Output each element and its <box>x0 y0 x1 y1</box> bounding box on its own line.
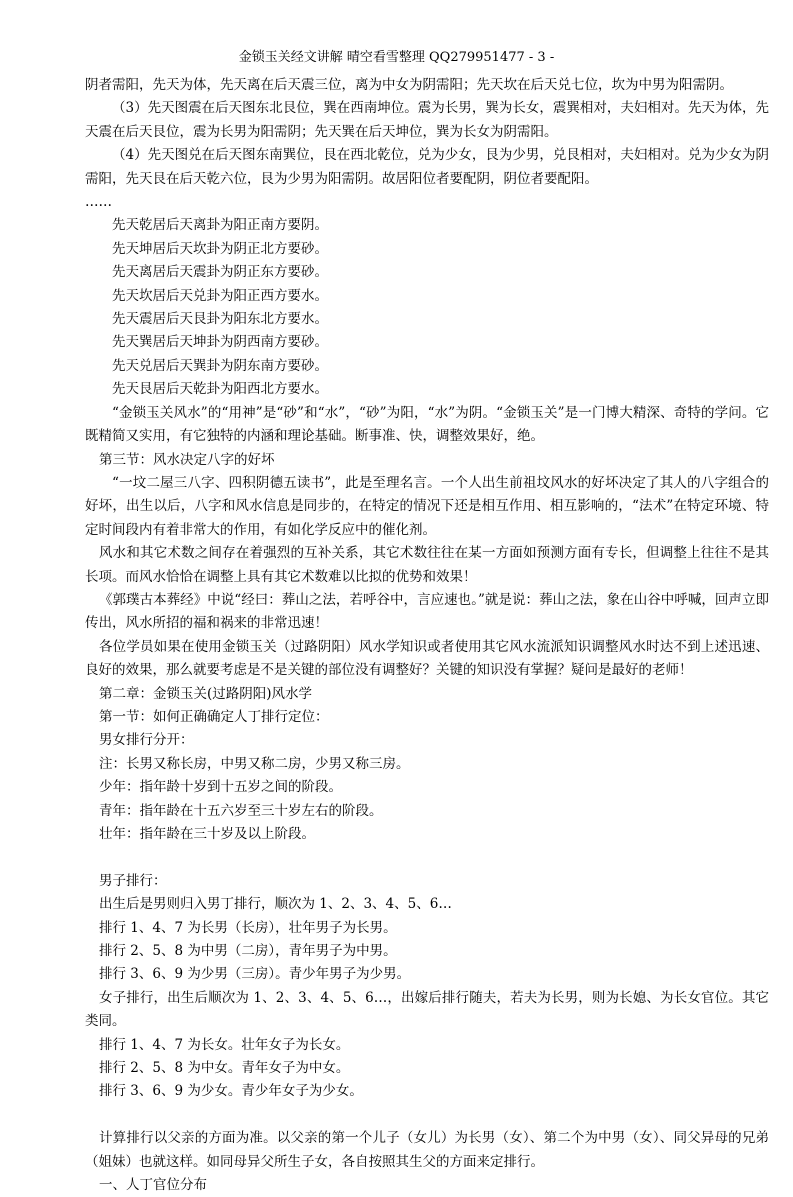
paragraph: 壮年：指年龄在三十岁及以上阶段。 <box>99 826 315 842</box>
paragraph: 第三节：风水决定八字的好坏 <box>99 451 275 468</box>
paragraph: 先天离居后天震卦为阴正东方要砂。 <box>112 264 328 281</box>
paragraph: “一坟二屋三八字、四积阴德五读书”，此是至理名言。一个人出生前祖坟风水的好坏决定了其人的八字组合的好坏，出生以后，八字和风水信息是同步的，在特定的情况下还是相互作用、相互影响的，“法术”在特定环境、特定时间段内有着非常大的作用，有如化学反应中的催化剂。 <box>85 474 769 538</box>
paragraph: 先天巽居后天坤卦为阴西南方要砂。 <box>112 334 328 351</box>
paragraph: 女子排行，出生后顺次为 1、2、3、4、5、6…，出嫁后排行随夫，若夫为长男，则为长媳、为长女官位。其它类同。 <box>85 989 769 1030</box>
paragraph: 先天乾居后天离卦为阳正南方要阴。 <box>112 217 328 234</box>
blank-line <box>85 1104 769 1127</box>
paragraph: （4）先天图兑在后天图东南巽位，艮在西北乾位，兑为少女，艮为少男，兑艮相对，夫妇相对。兑为少女为阴需阳，先天艮在后天乾六位，艮为少男为阳需阴。故居阳位者要配阴，阴位者要配阳。 <box>85 147 769 187</box>
paragraph: 男子排行： <box>99 872 167 889</box>
paragraph: …… <box>85 194 112 211</box>
paragraph: “金锁玉关风水”的“用神”是“砂”和“水”，“砂”为阳，“水”为阴。“金锁玉关”是一门博大精深、奇特的学问。它既精简又实用，有它独特的内涵和理论基础。断事准、快，调整效果好，绝。 <box>85 404 769 445</box>
paragraph: 排行 3、6、9 为少女。青少年女子为少女。 <box>99 1083 363 1100</box>
paragraph: 第一节：如何正确确定人丁排行定位： <box>99 708 329 725</box>
page-header: 金锁玉关经文讲解 晴空看雪整理 QQ279951477 - 3 - <box>238 50 555 65</box>
paragraph: 一、人丁官位分布 <box>99 1177 207 1194</box>
paragraph: 计算排行以父亲的方面为准。以父亲的第一个儿子（女儿）为长男（女）、第二个为中男（女）、同父异母的兄弟（姐妹）也就这样。如同母异父所生子女，各自按照其生父的方面来定排行。 <box>85 1130 769 1170</box>
paragraph: 排行 1、4、7 为长女。壮年女子为长女。 <box>99 1036 350 1053</box>
paragraph: 先天坤居后天坎卦为阴正北方要砂。 <box>112 240 328 257</box>
paragraph: 出生后是男则归入男丁排行，顺次为 1、2、3、4、5、6… <box>99 896 452 913</box>
paragraph: 排行 2、5、8 为中男（二房），青年男子为中男。 <box>99 943 397 960</box>
paragraph: 青年：指年龄在十五六岁至三十岁左右的阶段。 <box>99 802 383 819</box>
paragraph: 排行 2、5、8 为中女。青年女子为中女。 <box>99 1060 350 1077</box>
paragraph: 风水和其它术数之间存在着强烈的互补关系，其它术数往往在某一方面如预测方面有专长，但调整上往往不是其长项。而风水恰恰在调整上具有其它术数难以比拟的优势和效果！ <box>85 545 769 585</box>
paragraph: 先天艮居后天乾卦为阳西北方要水。 <box>112 381 328 398</box>
paragraph: 先天兑居后天巽卦为阴东南方要砂。 <box>112 357 328 374</box>
paragraph: 先天震居后天艮卦为阳东北方要水。 <box>112 311 328 328</box>
paragraph: 《郭璞古本葬经》中说“经曰：葬山之法，若呼谷中，言应速也。”就是说：葬山之法，象在山谷中呼喊，回声立即传出，风水所招的福和祸来的非常迅速！ <box>85 591 769 632</box>
paragraph: 阴者需阳，先天为体，先天离在后天震三位，离为中女为阴需阳；先天坎在后天兑七位，坎为中男为阳需阴。 <box>85 77 733 93</box>
paragraph: 少年：指年龄十岁到十五岁之间的阶段。 <box>99 779 342 796</box>
paragraph: 排行 3、6、9 为少男（三房）。青少年男子为少男。 <box>99 966 411 983</box>
paragraph: 注：长男又称长房，中男又称二房，少男又称三房。 <box>99 755 410 772</box>
paragraph: 先天坎居后天兑卦为阳正西方要水。 <box>112 287 328 304</box>
paragraph: （3）先天图震在后天图东北艮位，巽在西南坤位。震为长男，巽为长女，震巽相对，夫妇相对。先天为体，先天震在后天艮位，震为长男为阳需阴；先天巽在后天坤位，巽为长女为阴需阳。 <box>85 100 769 140</box>
paragraph: 男女排行分开： <box>99 732 194 749</box>
blank-line <box>85 846 769 869</box>
paragraph: 第二章：金锁玉关(过路阴阳)风水学 <box>99 685 313 702</box>
paragraph: 各位学员如果在使用金锁玉关（过路阴阳）风水学知识或者使用其它风水流派知识调整风水时达不到上述迅速、良好的效果，那么就要考虑是不是关键的部位没有调整好？关键的知识没有掌握？疑问是最好的老师！ <box>85 638 769 679</box>
document-body <box>85 74 769 1197</box>
paragraph: 排行 1、4、7 为长男（长房），壮年男子为长男。 <box>99 919 397 936</box>
